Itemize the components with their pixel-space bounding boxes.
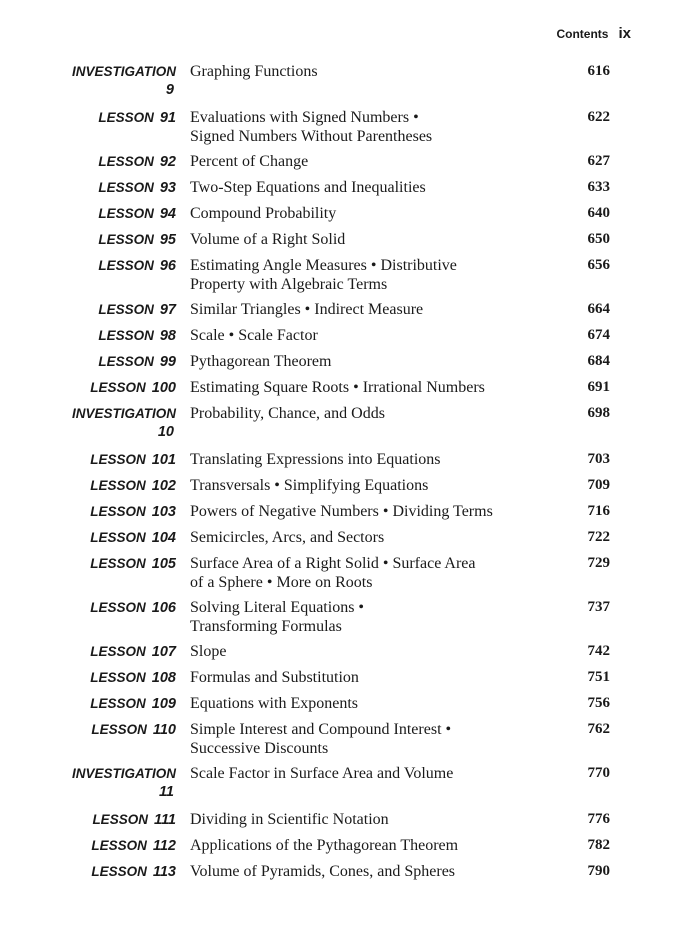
entry-title (190, 642, 570, 661)
entry-label (0, 62, 176, 100)
toc-lesson-entry (0, 300, 683, 320)
entry-title (190, 598, 570, 636)
entry-page-number: 762 (587, 721, 610, 737)
entry-number: 97 (159, 302, 176, 318)
entry-title (190, 404, 570, 423)
toc-investigation-entry (0, 764, 683, 804)
entry-title-line: Signed Numbers Without Parentheses (190, 128, 433, 145)
header-label: Contents (556, 27, 609, 41)
entry-page-number: 674 (587, 327, 610, 343)
entry-label (0, 554, 176, 574)
entry-title (190, 230, 570, 249)
entry-title-line: Evaluations with Signed Numbers • (190, 109, 419, 126)
entry-number: 106 (151, 600, 176, 616)
entry-kind: LESSON (98, 154, 154, 169)
entry-page-number: 627 (587, 153, 610, 169)
entry-label (0, 476, 176, 496)
entry-page-number: 616 (587, 63, 610, 79)
entry-label (0, 694, 176, 714)
entry-page-number: 684 (587, 353, 610, 369)
entry-kind: LESSON (90, 504, 146, 519)
entry-page-number: 640 (587, 205, 610, 221)
entry-label (0, 862, 176, 882)
entry-page-number: 770 (587, 765, 610, 781)
entry-label (0, 204, 176, 224)
entry-number: 101 (151, 452, 176, 468)
entry-title (190, 152, 570, 171)
entry-number: 105 (151, 556, 176, 572)
entry-title-line: Slope (190, 643, 227, 660)
entry-kind: LESSON (91, 864, 147, 879)
entry-number: 93 (159, 180, 176, 196)
entry-label (0, 178, 176, 198)
entry-kind: LESSON (98, 232, 154, 247)
entry-page-number: 776 (587, 811, 610, 827)
entry-page-number: 729 (587, 555, 610, 571)
entry-title (190, 694, 570, 713)
entry-title (190, 810, 570, 829)
toc-lesson-entry (0, 694, 683, 714)
toc-lesson-entry (0, 598, 683, 636)
entry-title (190, 668, 570, 687)
entry-title-line: Similar Triangles • Indirect Measure (190, 301, 424, 318)
entry-title (190, 476, 570, 495)
entry-title (190, 326, 570, 345)
toc-lesson-entry (0, 502, 683, 522)
entry-kind: LESSON (98, 206, 154, 221)
entry-kind: LESSON (98, 354, 154, 369)
entry-title-line: Simple Interest and Compound Interest • (190, 721, 452, 738)
entry-page-number: 622 (587, 109, 610, 125)
entry-title-line: Graphing Functions (190, 63, 318, 80)
entry-page-number: 703 (587, 451, 610, 467)
entry-number: 100 (151, 380, 176, 396)
entry-kind: LESSON (92, 812, 148, 827)
entry-title-line: Successive Discounts (190, 740, 329, 757)
entry-kind: LESSON (90, 600, 146, 615)
entry-page-number: 709 (587, 477, 610, 493)
entry-number: 103 (151, 504, 176, 520)
entry-number: 9 (165, 82, 174, 98)
entry-number: 99 (159, 354, 176, 370)
entry-page-number: 756 (587, 695, 610, 711)
entry-title-line: Powers of Negative Numbers • Dividing Terms (190, 503, 493, 520)
entry-title-line: Estimating Square Roots • Irrational Numbers (190, 379, 485, 396)
entry-title-line: Volume of Pyramids, Cones, and Spheres (190, 863, 456, 880)
entry-label (0, 720, 176, 740)
entry-title (190, 720, 570, 758)
toc-lesson-entry (0, 476, 683, 496)
entry-title-line: of a Sphere • More on Roots (190, 574, 373, 591)
entry-number: 110 (152, 722, 176, 738)
entry-page-number: 782 (587, 837, 610, 853)
header-page-number: ix (618, 25, 631, 42)
entry-title-line: Scale Factor in Surface Area and Volume (190, 765, 454, 782)
entry-label (0, 378, 176, 398)
entry-title-line: Translating Expressions into Equations (190, 451, 441, 468)
entry-title-line: Surface Area of a Right Solid • Surface Area (190, 555, 476, 572)
entry-number: 98 (159, 328, 176, 344)
entry-title (190, 836, 570, 855)
entry-title-line: Transforming Formulas (190, 618, 342, 635)
toc-lesson-entry (0, 230, 683, 250)
entry-title-line: Transversals • Simplifying Equations (190, 477, 429, 494)
entry-kind: INVESTIGATION (71, 766, 176, 781)
toc-lesson-entry (0, 862, 683, 882)
entry-label (0, 450, 176, 470)
entry-number: 92 (159, 154, 176, 170)
toc-lesson-entry (0, 450, 683, 470)
running-header (556, 25, 631, 42)
entry-label (0, 810, 176, 830)
entry-number: 108 (151, 670, 176, 686)
entry-kind: LESSON (91, 838, 147, 853)
entry-kind: LESSON (98, 110, 154, 125)
entry-label (0, 300, 176, 320)
entry-title-line: Percent of Change (190, 153, 309, 170)
entry-title (190, 450, 570, 469)
entry-title (190, 862, 570, 881)
entry-label (0, 108, 176, 128)
entry-label (0, 668, 176, 688)
entry-title-line: Dividing in Scientific Notation (190, 811, 389, 828)
entry-title-line: Property with Algebraic Terms (190, 276, 388, 293)
entry-title-line: Probability, Chance, and Odds (190, 405, 385, 422)
entry-number: 111 (153, 812, 176, 828)
entry-page-number: 716 (587, 503, 610, 519)
entry-page-number: 722 (587, 529, 610, 545)
entry-number: 91 (159, 110, 176, 126)
toc-lesson-entry (0, 178, 683, 198)
entry-kind: LESSON (90, 530, 146, 545)
entry-page-number: 664 (587, 301, 610, 317)
toc-lesson-entry (0, 720, 683, 758)
entry-title-line: Applications of the Pythagorean Theorem (190, 837, 459, 854)
toc-lesson-entry (0, 152, 683, 172)
entry-title-line: Scale • Scale Factor (190, 327, 318, 344)
entry-title-line: Estimating Angle Measures • Distributive (190, 257, 457, 274)
entry-page-number: 633 (587, 179, 610, 195)
entry-label (0, 326, 176, 346)
toc-investigation-entry (0, 404, 683, 444)
entry-label (0, 764, 176, 802)
entry-label (0, 528, 176, 548)
entry-kind: LESSON (98, 302, 154, 317)
entry-number: 96 (159, 258, 176, 274)
entry-label (0, 598, 176, 618)
entry-number: 11 (158, 784, 174, 800)
entry-kind: LESSON (90, 696, 146, 711)
entry-title (190, 178, 570, 197)
toc-lesson-entry (0, 642, 683, 662)
entry-title-line: Formulas and Substitution (190, 669, 359, 686)
entry-title-line: Compound Probability (190, 205, 337, 222)
entry-title (190, 764, 570, 783)
entry-title-line: Semicircles, Arcs, and Sectors (190, 529, 385, 546)
entry-number: 94 (159, 206, 176, 222)
toc-lesson-entry (0, 352, 683, 372)
toc-lesson-entry (0, 108, 683, 146)
toc-lesson-entry (0, 554, 683, 592)
toc-lesson-entry (0, 326, 683, 346)
entry-kind: LESSON (90, 644, 146, 659)
entry-page-number: 656 (587, 257, 610, 273)
toc-lesson-entry (0, 378, 683, 398)
entry-title-line: Equations with Exponents (190, 695, 358, 712)
entry-page-number: 790 (587, 863, 610, 879)
entry-kind: LESSON (98, 328, 154, 343)
entry-title-line: Two-Step Equations and Inequalities (190, 179, 426, 196)
entry-kind: LESSON (90, 670, 146, 685)
entry-label (0, 404, 176, 442)
entry-label (0, 152, 176, 172)
entry-number: 113 (152, 864, 176, 880)
entry-page-number: 737 (587, 599, 610, 615)
toc-lesson-entry (0, 836, 683, 856)
toc-lesson-entry (0, 810, 683, 830)
entry-page-number: 751 (587, 669, 610, 685)
entry-label (0, 256, 176, 276)
entry-kind: LESSON (90, 452, 146, 467)
entry-kind: INVESTIGATION (71, 406, 176, 421)
entry-number: 104 (151, 530, 176, 546)
entry-number: 112 (152, 838, 176, 854)
entry-title (190, 378, 570, 397)
entry-title (190, 502, 570, 521)
entry-number: 102 (151, 478, 176, 494)
entry-title-line: Volume of a Right Solid (190, 231, 346, 248)
entry-title (190, 554, 570, 592)
entry-page-number: 698 (587, 405, 610, 421)
entry-kind: LESSON (98, 180, 154, 195)
entry-label (0, 502, 176, 522)
entry-number: 109 (151, 696, 176, 712)
entry-kind: LESSON (98, 258, 154, 273)
entry-kind: INVESTIGATION (71, 64, 176, 79)
toc-lesson-entry (0, 204, 683, 224)
entry-title-line: Solving Literal Equations • (190, 599, 365, 616)
entry-title (190, 352, 570, 371)
toc-lesson-entry (0, 668, 683, 688)
table-of-contents (0, 62, 683, 888)
entry-title (190, 62, 570, 81)
entry-page-number: 742 (587, 643, 610, 659)
toc-lesson-entry (0, 528, 683, 548)
entry-label (0, 836, 176, 856)
entry-label (0, 230, 176, 250)
entry-title (190, 108, 570, 146)
entry-title (190, 256, 570, 294)
entry-title (190, 528, 570, 547)
entry-kind: LESSON (90, 380, 146, 395)
entry-title (190, 204, 570, 223)
entry-label (0, 352, 176, 372)
entry-page-number: 691 (587, 379, 610, 395)
entry-number: 10 (157, 424, 174, 440)
entry-kind: LESSON (91, 722, 147, 737)
entry-label (0, 642, 176, 662)
entry-number: 107 (151, 644, 176, 660)
entry-title (190, 300, 570, 319)
toc-investigation-entry (0, 62, 683, 102)
entry-page-number: 650 (587, 231, 610, 247)
entry-kind: LESSON (90, 556, 146, 571)
entry-kind: LESSON (90, 478, 146, 493)
entry-number: 95 (159, 232, 176, 248)
entry-title-line: Pythagorean Theorem (190, 353, 332, 370)
toc-lesson-entry (0, 256, 683, 294)
